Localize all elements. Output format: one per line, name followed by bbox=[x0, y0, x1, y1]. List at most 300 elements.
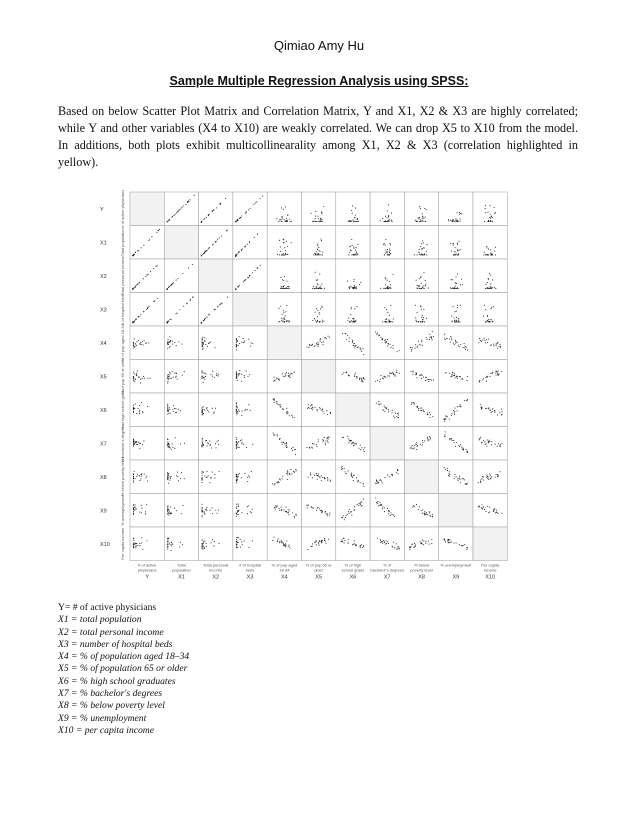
data-point bbox=[488, 339, 489, 340]
data-point bbox=[426, 318, 427, 319]
data-point bbox=[236, 544, 237, 545]
data-point bbox=[249, 374, 250, 375]
data-point bbox=[452, 279, 453, 280]
data-point bbox=[385, 284, 386, 285]
legend-item: X6 = % high school graduates bbox=[58, 675, 176, 687]
data-point bbox=[385, 245, 386, 246]
data-point bbox=[296, 515, 297, 516]
data-point bbox=[236, 516, 237, 517]
data-point bbox=[168, 287, 169, 288]
data-point bbox=[425, 280, 426, 281]
data-point bbox=[451, 438, 452, 439]
data-point bbox=[488, 512, 489, 513]
data-point bbox=[316, 544, 317, 545]
data-point bbox=[316, 343, 317, 344]
data-point bbox=[418, 408, 419, 409]
data-point bbox=[458, 445, 459, 446]
data-point bbox=[387, 474, 388, 475]
data-point bbox=[178, 480, 179, 481]
data-point bbox=[489, 512, 490, 513]
matrix-panel bbox=[267, 326, 301, 360]
data-point bbox=[396, 472, 397, 473]
data-point bbox=[420, 541, 421, 542]
data-point bbox=[349, 442, 350, 443]
data-point bbox=[168, 339, 169, 340]
data-point bbox=[321, 288, 322, 289]
data-point bbox=[203, 344, 204, 345]
data-point bbox=[177, 472, 178, 473]
data-point bbox=[250, 208, 251, 209]
data-point bbox=[480, 480, 481, 481]
data-point bbox=[483, 378, 484, 379]
data-point bbox=[360, 349, 361, 350]
data-point bbox=[457, 249, 458, 250]
data-point bbox=[424, 253, 425, 254]
data-point bbox=[459, 446, 460, 447]
data-point bbox=[167, 508, 168, 509]
data-point bbox=[491, 288, 492, 289]
data-point bbox=[201, 338, 202, 339]
data-point bbox=[449, 474, 450, 475]
data-point bbox=[351, 443, 352, 444]
data-point bbox=[383, 540, 384, 541]
data-point bbox=[443, 467, 444, 468]
data-point bbox=[459, 214, 460, 215]
data-point bbox=[447, 468, 448, 469]
data-point bbox=[445, 434, 446, 435]
data-point bbox=[317, 310, 318, 311]
data-point bbox=[501, 443, 502, 444]
data-point bbox=[482, 509, 483, 510]
data-point bbox=[206, 250, 207, 251]
data-point bbox=[430, 414, 431, 415]
data-point bbox=[362, 348, 363, 349]
data-point bbox=[451, 541, 452, 542]
data-point bbox=[202, 547, 203, 548]
data-point bbox=[167, 408, 168, 409]
data-point bbox=[311, 345, 312, 346]
data-point bbox=[355, 250, 356, 251]
data-point bbox=[491, 307, 492, 308]
data-point bbox=[344, 542, 345, 543]
data-point bbox=[422, 319, 423, 320]
data-point bbox=[135, 252, 136, 253]
data-point bbox=[153, 301, 154, 302]
matrix-panel bbox=[473, 527, 507, 561]
data-point bbox=[237, 407, 238, 408]
data-point bbox=[317, 254, 318, 255]
data-point bbox=[314, 253, 315, 254]
data-point bbox=[276, 377, 277, 378]
data-point bbox=[455, 247, 456, 248]
data-point bbox=[360, 504, 361, 505]
data-point bbox=[419, 278, 420, 279]
data-point bbox=[169, 376, 170, 377]
data-point bbox=[201, 446, 202, 447]
data-point bbox=[455, 218, 456, 219]
data-point bbox=[173, 405, 174, 406]
data-point bbox=[342, 333, 343, 334]
data-point bbox=[205, 318, 206, 319]
data-point bbox=[158, 230, 159, 231]
data-point bbox=[145, 477, 146, 478]
data-point bbox=[355, 215, 356, 216]
data-point bbox=[357, 347, 358, 348]
data-point bbox=[390, 288, 391, 289]
data-point bbox=[349, 252, 350, 253]
data-point bbox=[319, 251, 320, 252]
data-point bbox=[189, 199, 190, 200]
data-point bbox=[354, 279, 355, 280]
data-point bbox=[169, 447, 170, 448]
data-point bbox=[207, 250, 208, 251]
data-point bbox=[136, 545, 137, 546]
data-point bbox=[484, 221, 485, 222]
data-point bbox=[414, 445, 415, 446]
data-point bbox=[236, 480, 237, 481]
data-point bbox=[376, 480, 377, 481]
data-point bbox=[501, 414, 502, 415]
data-point bbox=[253, 204, 254, 205]
data-point bbox=[385, 277, 386, 278]
data-point bbox=[280, 404, 281, 405]
data-point bbox=[422, 315, 423, 316]
data-point bbox=[167, 375, 168, 376]
data-point bbox=[133, 511, 134, 512]
data-point bbox=[212, 539, 213, 540]
data-point bbox=[282, 286, 283, 287]
data-point bbox=[202, 443, 203, 444]
data-point bbox=[395, 376, 396, 377]
data-point bbox=[450, 342, 451, 343]
matrix-panel bbox=[164, 427, 198, 461]
data-point bbox=[247, 506, 248, 507]
data-point bbox=[312, 546, 313, 547]
data-point bbox=[170, 413, 171, 414]
data-point bbox=[380, 379, 381, 380]
data-point bbox=[245, 409, 246, 410]
data-point bbox=[478, 482, 479, 483]
data-point bbox=[498, 443, 499, 444]
data-point bbox=[239, 285, 240, 286]
data-point bbox=[451, 338, 452, 339]
data-point bbox=[237, 442, 238, 443]
data-point bbox=[287, 413, 288, 414]
data-point bbox=[490, 253, 491, 254]
data-point bbox=[457, 274, 458, 275]
data-point bbox=[281, 221, 282, 222]
data-point bbox=[446, 338, 447, 339]
column-axis-label: # of hospital bbox=[239, 562, 261, 568]
data-point bbox=[137, 474, 138, 475]
data-point bbox=[493, 306, 494, 307]
data-point bbox=[491, 476, 492, 477]
data-point bbox=[169, 511, 170, 512]
data-point bbox=[451, 376, 452, 377]
data-point bbox=[493, 509, 494, 510]
data-point bbox=[274, 507, 275, 508]
data-point bbox=[498, 375, 499, 376]
data-point bbox=[388, 319, 389, 320]
data-point bbox=[240, 440, 241, 441]
data-point bbox=[496, 345, 497, 346]
data-point bbox=[328, 336, 329, 337]
matrix-panel bbox=[404, 427, 438, 461]
data-point bbox=[354, 347, 355, 348]
data-point bbox=[461, 545, 462, 546]
data-point bbox=[312, 543, 313, 544]
data-point bbox=[247, 513, 248, 514]
data-point bbox=[393, 274, 394, 275]
column-variable-label: X9 bbox=[452, 574, 460, 580]
data-point bbox=[284, 443, 285, 444]
data-point bbox=[396, 416, 397, 417]
data-point bbox=[356, 306, 357, 307]
data-point bbox=[318, 254, 319, 255]
data-point bbox=[286, 241, 287, 242]
matrix-panel bbox=[267, 360, 301, 394]
data-point bbox=[213, 244, 214, 245]
data-point bbox=[236, 342, 237, 343]
data-point bbox=[361, 351, 362, 352]
data-point bbox=[316, 540, 317, 541]
data-point bbox=[238, 514, 239, 515]
data-point bbox=[417, 288, 418, 289]
data-point bbox=[294, 517, 295, 518]
data-point bbox=[288, 512, 289, 513]
data-point bbox=[202, 411, 203, 412]
data-point bbox=[459, 406, 460, 407]
data-point bbox=[201, 548, 202, 549]
data-point bbox=[142, 444, 143, 445]
data-point bbox=[428, 381, 429, 382]
data-point bbox=[203, 546, 204, 547]
data-point bbox=[450, 243, 451, 244]
data-point bbox=[167, 514, 168, 515]
data-point bbox=[310, 546, 311, 547]
data-point bbox=[486, 339, 487, 340]
data-point bbox=[428, 439, 429, 440]
data-point bbox=[210, 510, 211, 511]
data-point bbox=[363, 449, 364, 450]
data-point bbox=[272, 540, 273, 541]
data-point bbox=[490, 249, 491, 250]
data-point bbox=[241, 477, 242, 478]
data-point bbox=[482, 339, 483, 340]
data-point bbox=[204, 475, 205, 476]
matrix-panel bbox=[302, 293, 336, 327]
column-variable-label: X7 bbox=[383, 574, 391, 580]
data-point bbox=[132, 288, 133, 289]
data-point bbox=[389, 511, 390, 512]
data-point bbox=[282, 444, 283, 445]
data-point bbox=[241, 541, 242, 542]
data-point bbox=[379, 480, 380, 481]
data-point bbox=[285, 511, 286, 512]
data-point bbox=[360, 377, 361, 378]
data-point bbox=[238, 373, 239, 374]
data-point bbox=[411, 349, 412, 350]
data-point bbox=[423, 218, 424, 219]
data-point bbox=[215, 510, 216, 511]
data-point bbox=[236, 344, 237, 345]
data-point bbox=[385, 377, 386, 378]
data-point bbox=[387, 541, 388, 542]
data-point bbox=[456, 542, 457, 543]
data-point bbox=[385, 239, 386, 240]
data-point bbox=[169, 372, 170, 373]
data-point bbox=[490, 275, 491, 276]
data-point bbox=[360, 482, 361, 483]
data-point bbox=[344, 540, 345, 541]
data-point bbox=[316, 308, 317, 309]
data-point bbox=[279, 254, 280, 255]
data-point bbox=[393, 514, 394, 515]
data-point bbox=[176, 376, 177, 377]
column-variable-label: X6 bbox=[349, 574, 357, 580]
data-point bbox=[147, 308, 148, 309]
matrix-panel bbox=[302, 360, 336, 394]
data-point bbox=[454, 414, 455, 415]
data-point bbox=[396, 370, 397, 371]
data-point bbox=[208, 443, 209, 444]
data-point bbox=[360, 449, 361, 450]
data-point bbox=[133, 379, 134, 380]
data-point bbox=[140, 342, 141, 343]
data-point bbox=[420, 276, 421, 277]
data-point bbox=[354, 285, 355, 286]
data-point bbox=[460, 344, 461, 345]
data-point bbox=[236, 478, 237, 479]
data-point bbox=[135, 508, 136, 509]
data-point bbox=[241, 381, 242, 382]
data-point bbox=[135, 543, 136, 544]
data-point bbox=[396, 549, 397, 550]
data-point bbox=[385, 321, 386, 322]
data-point bbox=[396, 543, 397, 544]
data-point bbox=[420, 219, 421, 220]
data-point bbox=[289, 377, 290, 378]
data-point bbox=[384, 254, 385, 255]
data-point bbox=[244, 473, 245, 474]
data-point bbox=[349, 288, 350, 289]
data-point bbox=[315, 216, 316, 217]
data-point bbox=[483, 477, 484, 478]
data-point bbox=[346, 473, 347, 474]
data-point bbox=[388, 411, 389, 412]
data-point bbox=[311, 404, 312, 405]
data-point bbox=[466, 347, 467, 348]
data-point bbox=[202, 349, 203, 350]
data-point bbox=[486, 284, 487, 285]
column-variable-label: X10 bbox=[485, 574, 496, 580]
data-point bbox=[363, 545, 364, 546]
data-point bbox=[316, 321, 317, 322]
data-point bbox=[137, 284, 138, 285]
data-point bbox=[212, 211, 213, 212]
data-point bbox=[389, 281, 390, 282]
data-point bbox=[377, 501, 378, 502]
row-variable-label: X10 bbox=[100, 541, 110, 548]
data-point bbox=[492, 411, 493, 412]
data-point bbox=[349, 337, 350, 338]
data-point bbox=[417, 406, 418, 407]
data-point bbox=[192, 264, 193, 265]
data-point bbox=[422, 216, 423, 217]
legend-item: X1 = total population bbox=[58, 614, 142, 626]
data-point bbox=[494, 410, 495, 411]
data-point bbox=[422, 345, 423, 346]
data-point bbox=[312, 443, 313, 444]
data-point bbox=[410, 371, 411, 372]
data-point bbox=[467, 349, 468, 350]
data-point bbox=[341, 467, 342, 468]
data-point bbox=[452, 221, 453, 222]
data-point bbox=[203, 348, 204, 349]
data-point bbox=[243, 281, 244, 282]
data-point bbox=[142, 549, 143, 550]
data-point bbox=[389, 321, 390, 322]
data-point bbox=[322, 344, 323, 345]
data-point bbox=[456, 320, 457, 321]
data-point bbox=[221, 302, 222, 303]
data-point bbox=[241, 439, 242, 440]
data-point bbox=[167, 407, 168, 408]
data-point bbox=[433, 336, 434, 337]
data-point bbox=[202, 544, 203, 545]
data-point bbox=[168, 410, 169, 411]
data-point bbox=[352, 287, 353, 288]
matrix-panel bbox=[267, 393, 301, 427]
data-point bbox=[351, 239, 352, 240]
data-point bbox=[329, 337, 330, 338]
data-point bbox=[495, 343, 496, 344]
data-point bbox=[315, 211, 316, 212]
data-point bbox=[219, 471, 220, 472]
data-point bbox=[273, 376, 274, 377]
data-point bbox=[279, 508, 280, 509]
data-point bbox=[353, 247, 354, 248]
data-point bbox=[380, 337, 381, 338]
data-point bbox=[464, 343, 465, 344]
data-point bbox=[429, 544, 430, 545]
data-point bbox=[252, 272, 253, 273]
data-point bbox=[285, 315, 286, 316]
data-point bbox=[285, 206, 286, 207]
data-point bbox=[392, 321, 393, 322]
data-point bbox=[217, 375, 218, 376]
matrix-panel bbox=[130, 393, 164, 427]
matrix-panel bbox=[164, 527, 198, 561]
data-point bbox=[315, 541, 316, 542]
data-point bbox=[486, 408, 487, 409]
data-point bbox=[359, 284, 360, 285]
matrix-panel bbox=[267, 259, 301, 293]
data-point bbox=[285, 373, 286, 374]
data-point bbox=[167, 540, 168, 541]
data-point bbox=[459, 404, 460, 405]
data-point bbox=[140, 474, 141, 475]
data-point bbox=[482, 508, 483, 509]
data-point bbox=[486, 446, 487, 447]
data-point bbox=[285, 543, 286, 544]
data-point bbox=[389, 375, 390, 376]
data-point bbox=[168, 413, 169, 414]
data-point bbox=[490, 308, 491, 309]
data-point bbox=[463, 478, 464, 479]
data-point bbox=[458, 321, 459, 322]
data-point bbox=[242, 411, 243, 412]
